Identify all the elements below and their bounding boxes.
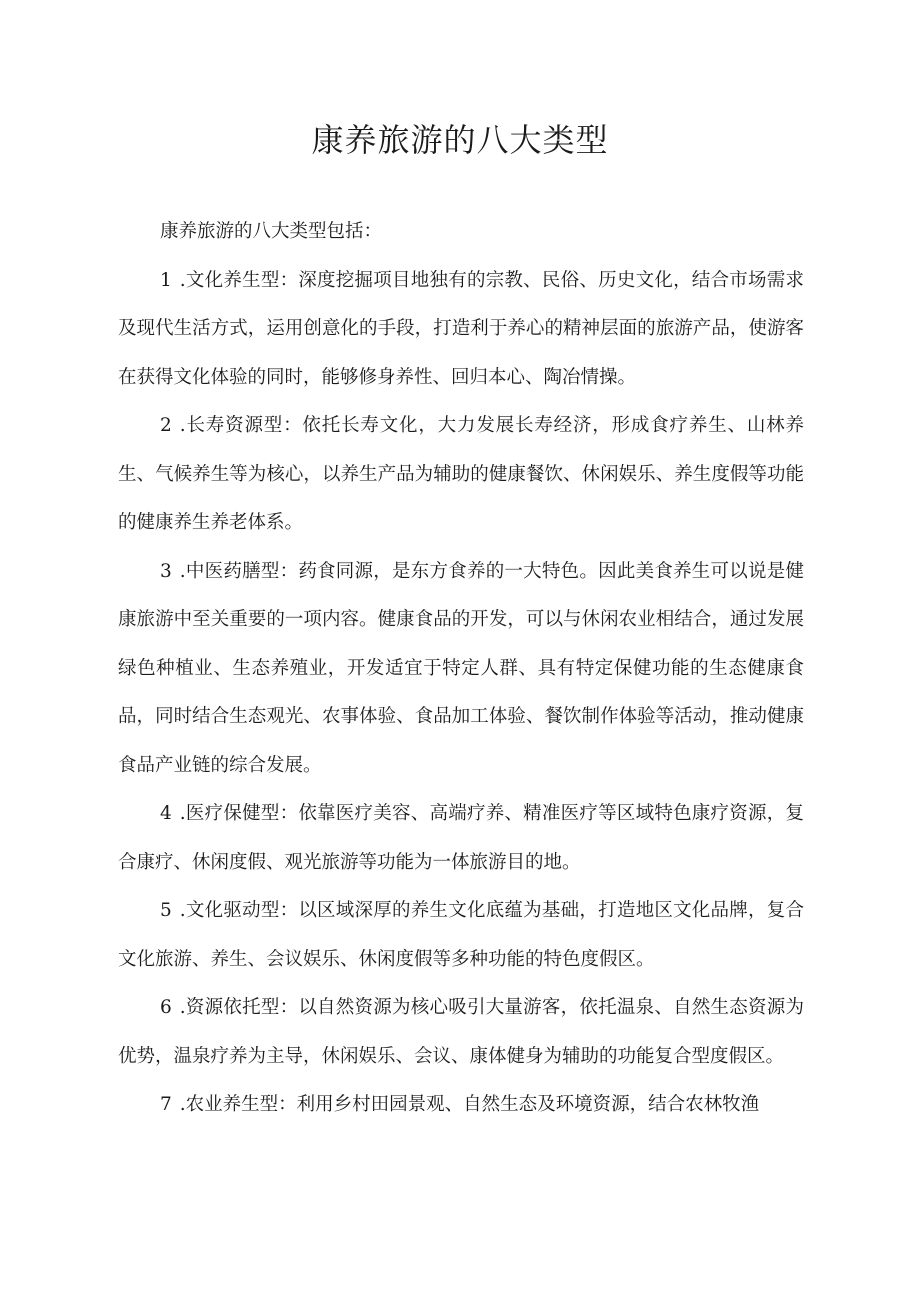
item-number: 7 <box>160 1094 172 1115</box>
document-body <box>118 208 804 1130</box>
item-number: 6 <box>160 997 172 1018</box>
item-text: .长寿资源型：依托长寿文化，大力发展长寿经济，形成食疗养生、山林养生、气候养生等为核心，以养生产品为辅助的健康餐饮、休闲娱乐、养生度假等功能的健康养生养老体系。 <box>118 415 804 533</box>
item-number: 2 <box>160 415 172 436</box>
item-number: 5 <box>160 900 172 921</box>
item-number: 3 <box>160 560 172 582</box>
list-item-7 <box>118 1081 804 1130</box>
item-number: 4 <box>160 803 172 824</box>
list-item-5 <box>118 887 804 984</box>
item-text: .医疗保健型：依靠医疗美容、高端疗养、精准医疗等区域特色康疗资源，复合康疗、休闲度假、观光旅游等功能为一体旅游目的地。 <box>118 803 804 873</box>
list-item-4 <box>118 790 804 887</box>
item-text: .资源依托型：以自然资源为核心吸引大量游客，依托温泉、自然生态资源为优势，温泉疗养为主导，休闲娱乐、会议、康体健身为辅助的功能复合型度假区。 <box>118 997 804 1067</box>
list-item-3 <box>118 548 804 791</box>
intro-paragraph: 康养旅游的八大类型包括： <box>160 221 383 242</box>
item-text: .文化驱动型：以区域深厚的养生文化底蕴为基础，打造地区文化品牌，复合文化旅游、养生、会议娱乐、休闲度假等多种功能的特色度假区。 <box>118 900 804 970</box>
item-text: .文化养生型：深度挖掘项目地独有的宗教、民俗、历史文化，结合市场需求及现代生活方式，运用创意化的手段，打造利于养心的精神层面的旅游产品，使游客在获得文化体验的同时，能够修身养性、回归本心、陶冶情操。 <box>118 269 804 388</box>
list-item-6 <box>118 984 804 1081</box>
item-number: 1 <box>160 269 172 291</box>
document-title: 康养旅游的八大类型 <box>311 121 609 159</box>
item-text: .中医药膳型：药食同源，是东方食养的一大特色。因此美食养生可以说是健康旅游中至关重要的一项内容。健康食品的开发，可以与休闲农业相结合，通过发展绿色种植业、生态养殖业，开发适宜于特定人群、具有特定保健功能的生态健康食品，同时结合生态观光、农事体验、食品加工体验、餐饮制作体验等活动，推动健康食品产业链的综合发展。 <box>118 560 804 776</box>
item-text: .农业养生型：利用乡村田园景观、自然生态及环境资源，结合农林牧渔 <box>179 1094 760 1115</box>
list-item-1 <box>118 257 804 403</box>
list-item-2 <box>118 402 804 548</box>
